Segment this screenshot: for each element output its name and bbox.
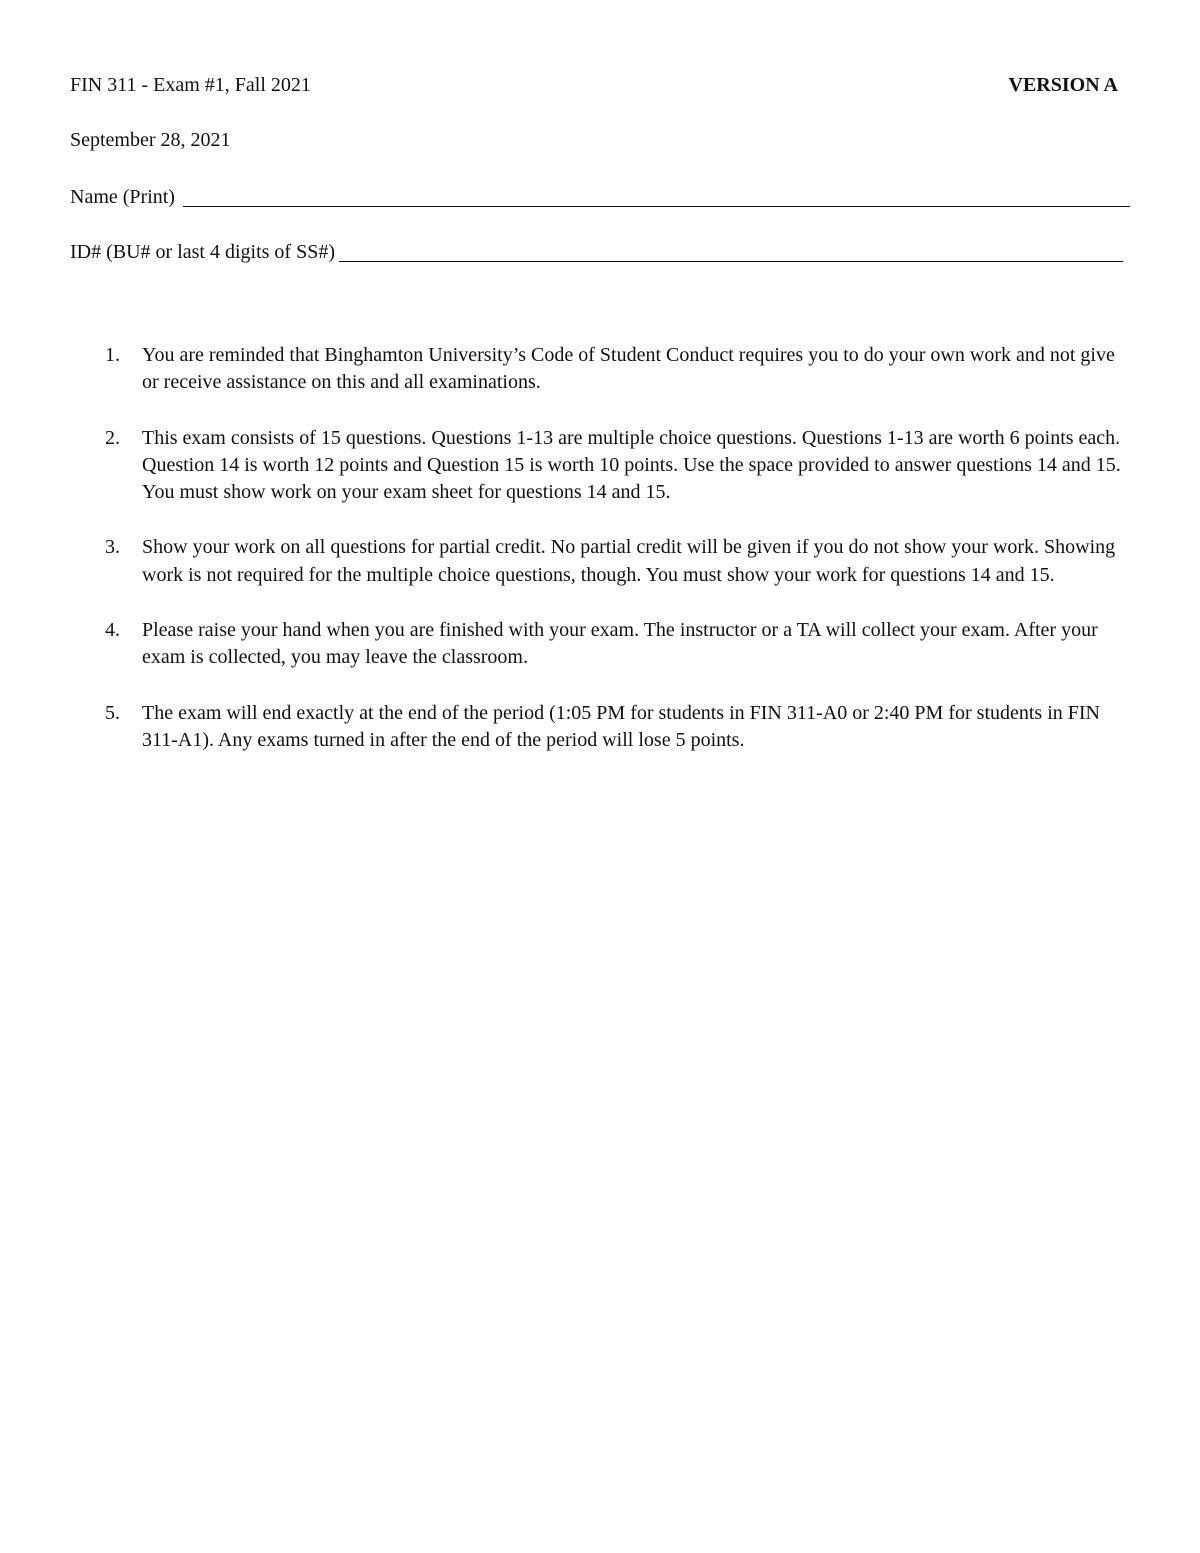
instruction-text: Show your work on all questions for partial credit. No partial credit will be given if you do not show your work. Showing work is not required for the multiple choice questions, though. You must show your work for questions 14 and 15. [142,536,1116,586]
name-blank-line[interactable] [183,184,1130,207]
instruction-text: Please raise your hand when you are finished with your exam. The instructor or a TA will collect your exam. After your exam is collected, you may leave the classroom. [142,619,1098,669]
instruction-number: 4. [105,619,120,642]
instruction-text: This exam consists of 15 questions. Questions 1-13 are multiple choice questions. Questions 1-13 are worth 6 points each. Question 14 is worth 12 points and Question 15 is worth 10 points. Use the space provided to answer questions 14 and 15. You must show work on your exam sheet for questions 14 and 15. [142,426,1121,504]
header [70,72,1118,102]
id-field[interactable] [70,236,1123,266]
instructions-list [70,342,1122,782]
instruction-text: You are reminded that Binghamton University’s Code of Student Conduct requires you to do your own work and not give or receive assistance on this and all examinations. [142,344,1115,394]
instruction-item [70,342,1122,397]
instruction-item [70,534,1122,589]
name-field-label: Name (Print) [70,186,175,208]
name-field[interactable] [70,181,1130,211]
instruction-item [70,617,1122,672]
instruction-item [70,700,1122,755]
course-title: FIN 311 - Exam #1, Fall 2021 [70,74,311,96]
id-field-label: ID# (BU# or last 4 digits of SS#) [70,241,335,263]
instruction-item [70,425,1122,507]
version-label: VERSION A [1008,74,1118,96]
instruction-number: 3. [105,536,120,559]
instruction-number: 5. [105,701,120,724]
exam-date: September 28, 2021 [70,129,231,151]
id-blank-line[interactable] [339,239,1123,262]
instruction-number: 1. [105,344,120,366]
instruction-number: 2. [105,426,120,449]
instruction-text: The exam will end exactly at the end of the period (1:05 PM for students in FIN 311-A0 or 2:40 PM for students in FIN 311-A1). Any exams turned in after the end of the period will lose 5 points. [142,701,1100,751]
